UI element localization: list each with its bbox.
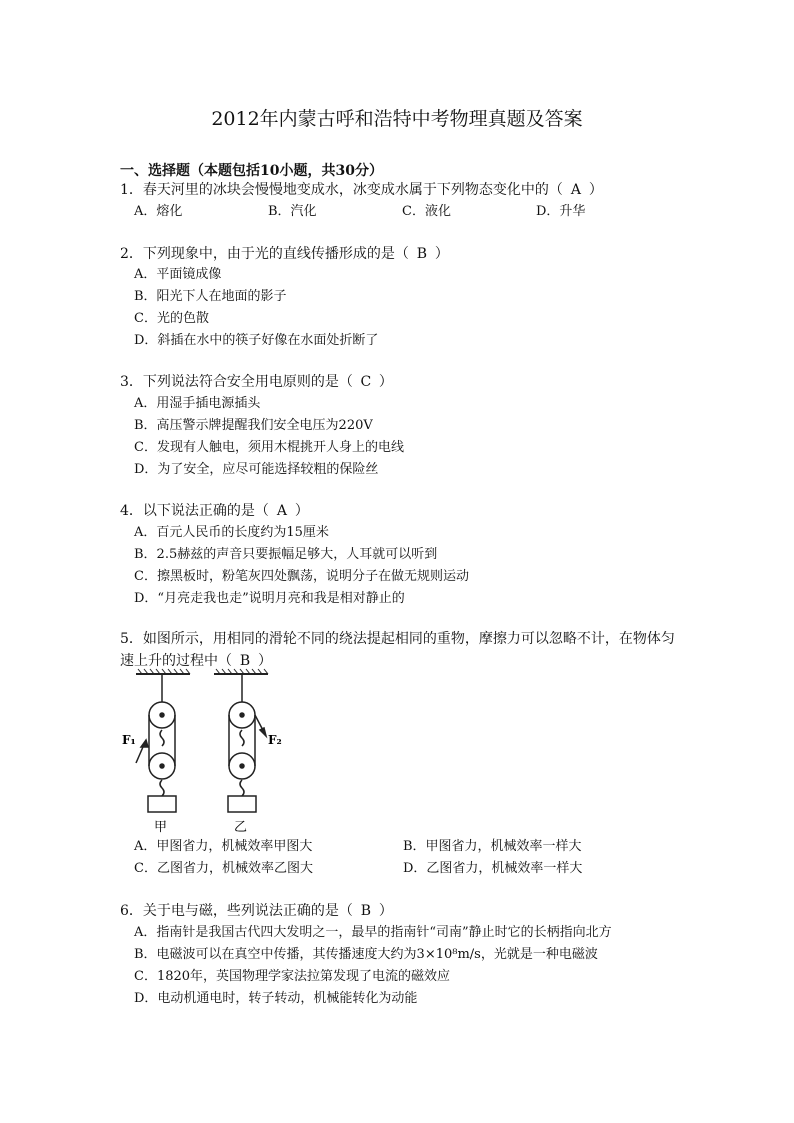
force-label-right: F₂ (268, 733, 282, 747)
figure-label-left: 甲 (154, 820, 168, 835)
option: D．斜插在水中的筷子好像在水面处折断了 (134, 333, 379, 348)
question-1 (120, 179, 603, 201)
option: D．“月亮走我也走”说明月亮和我是相对静止的 (134, 591, 405, 606)
option: A．熔化 (134, 204, 183, 219)
figure-label-right: 乙 (234, 820, 248, 835)
option: B．电磁波可以在真空中传播，其传播速度大约为3×10⁸m/s，光就是一种电磁波 (134, 947, 598, 962)
answer: A (570, 182, 581, 198)
option: A．用湿手插电源插头 (134, 396, 261, 411)
option: D．为了安全，应尽可能选择较粗的保险丝 (134, 462, 379, 477)
paren-close: ） (258, 653, 272, 669)
paren-close: ） (378, 374, 393, 390)
answer: B (416, 246, 428, 262)
paren-close: ） (588, 182, 603, 198)
paren-close: ） (294, 503, 309, 519)
weight-block-right (228, 796, 256, 812)
force-label-left: F₁ (122, 733, 136, 747)
option: C．光的色散 (134, 311, 209, 326)
option: D．电动机通电时，转子转动，机械能转化为动能 (134, 991, 418, 1006)
option: B．汽化 (268, 204, 317, 219)
answer: B (239, 653, 251, 669)
question-stem: 1．春天河里的冰块会慢慢地变成水，冰变成水属于下列物态变化中的（ (120, 182, 563, 198)
question-stem: 2．下列现象中，由于光的直线传播形成的是（ (120, 246, 409, 262)
paren-close: ） (434, 246, 449, 262)
question-4 (120, 500, 309, 522)
paren-close: ） (378, 903, 393, 919)
question-6 (120, 900, 393, 922)
option: C．发现有人触电，须用木棍挑开人身上的电线 (134, 440, 404, 455)
option: B．2.5赫兹的声音只要振幅足够大，人耳就可以听到 (134, 547, 438, 562)
ceiling-left (136, 669, 190, 674)
question-stem: 6．关于电与磁，些列说法正确的是（ (120, 903, 353, 919)
option: A．平面镜成像 (134, 267, 222, 282)
option: D．升华 (536, 204, 586, 219)
option: A．甲图省力，机械效率甲图大 (134, 839, 313, 854)
answer: B (360, 903, 372, 919)
question-stem: 5．如图所示，用相同的滑轮不同的绕法提起相同的重物，摩擦力可以忽略不计，在物体匀速上升的过程中（ (120, 631, 675, 669)
section-heading: 一、选择题（本题包括10小题，共30分） (120, 163, 383, 179)
page-title: 2012年内蒙古呼和浩特中考物理真题及答案 (211, 108, 583, 130)
question-stem: 4．以下说法正确的是（ (120, 503, 269, 519)
pulley-system-left (136, 674, 175, 796)
option: C．1820年，英国物理学家法拉第发现了电流的磁效应 (134, 969, 451, 984)
answer: C (360, 374, 372, 390)
option: D．乙图省力，机械效率一样大 (403, 861, 583, 876)
option: C．擦黑板时，粉笔灰四处飘荡，说明分子在做无规则运动 (134, 569, 469, 584)
option: A．指南针是我国古代四大发明之一，最早的指南针“司南”静止时它的长柄指向北方 (134, 925, 612, 940)
question-2 (120, 243, 449, 265)
answer: A (276, 503, 287, 519)
option: B．高压警示牌提醒我们安全电压为220V (134, 418, 373, 433)
option: B．阳光下人在地面的影子 (134, 289, 287, 304)
pulley-system-right (229, 674, 266, 796)
weight-block-left (148, 796, 176, 812)
option: A．百元人民币的长度约为15厘米 (134, 525, 329, 540)
ceiling-right (214, 669, 268, 674)
option: B．甲图省力，机械效率一样大 (403, 839, 582, 854)
question-5 (120, 628, 680, 672)
pulley-figure (118, 668, 288, 840)
option: C．乙图省力，机械效率乙图大 (134, 861, 313, 876)
question-3 (120, 371, 393, 393)
option: C．液化 (402, 204, 451, 219)
question-stem: 3．下列说法符合安全用电原则的是（ (120, 374, 353, 390)
